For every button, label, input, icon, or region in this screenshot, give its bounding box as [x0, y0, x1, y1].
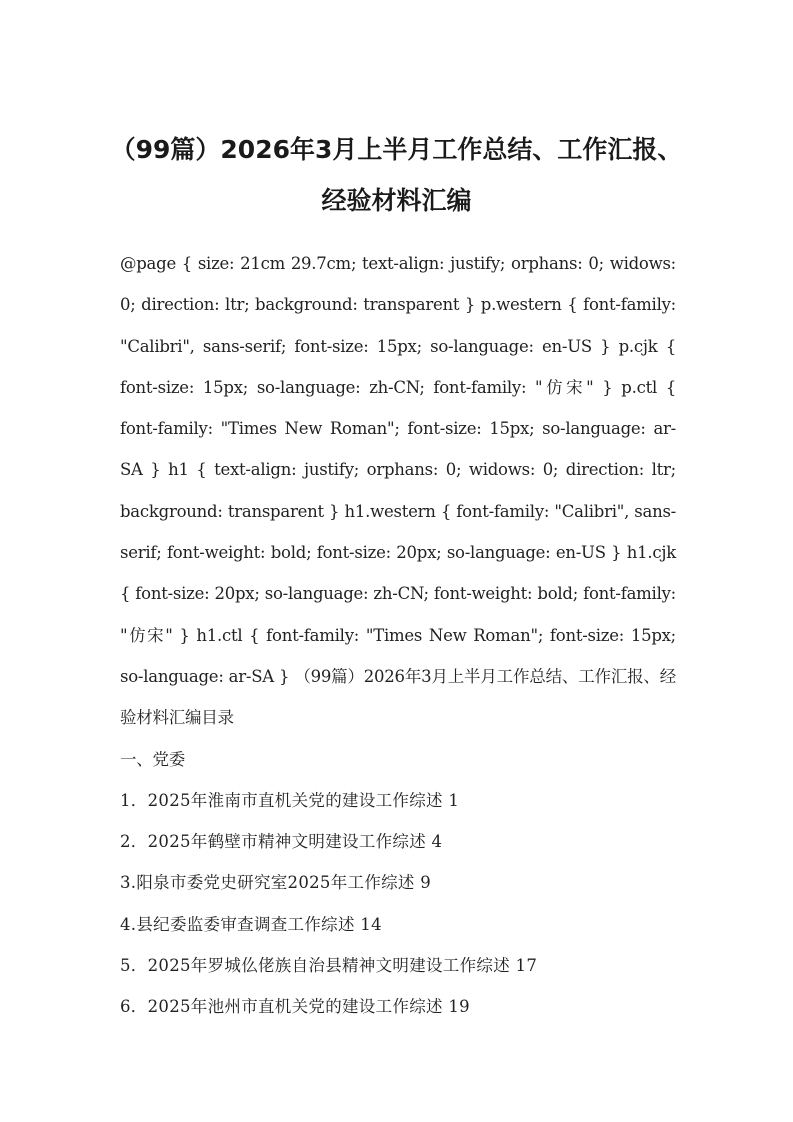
toc-item-5: 5．2025年罗城仫佬族自治县精神文明建设工作综述 17 [120, 956, 538, 976]
toc-item-3: 3.阳泉市委党史研究室2025年工作综述 9 [120, 873, 432, 893]
toc-item-2: 2．2025年鹤壁市精神文明建设工作综述 4 [120, 832, 443, 852]
toc-item-4: 4.县纪委监委审查调查工作综述 14 [120, 914, 382, 934]
section-title: 一、党委 [120, 749, 185, 769]
css-text: @page { size: 21cm 29.7cm; text-align: justify; orphans: 0; widows: 0; direction: ltr; background: transparent } p.western { font-family: "Calibri", sans-serif; font-size: 15px; so-language: en-US } p.cjk { font-size: 15px; so-language: zh-CN; font-family: "仿宋" } p.ctl { font-family: "Times New Roman"; font-size: 15px; so-language: ar-SA } h1 { text-align: justify; orphans: 0; widows: 0; direction: ltr; background: transparent } h1.western { font-family: "Calibri", sans-serif; font-weight: bold; font-size: 20px; so-language: en-US } h1.cjk { font-size: 20px; so-language: zh-CN; font-weight: bold; font-family: "仿宋" } h1.ctl { font-family: "Times New Roman"; font-size: 15px; so-language: ar-SA } [120, 254, 676, 686]
toc-heading: （99篇）2026年3月上半月工作总结、工作汇报、经验材料汇编目录 [120, 666, 676, 728]
toc-item-1: 1．2025年淮南市直机关党的建设工作综述 1 [120, 790, 460, 810]
body-paragraph [120, 243, 676, 739]
toc-item-6: 6．2025年池州市直机关党的建设工作综述 19 [120, 997, 470, 1017]
document-body [120, 243, 676, 1028]
document-title: （99篇）2026年3月上半月工作总结、工作汇报、经验材料汇编 [110, 135, 683, 215]
